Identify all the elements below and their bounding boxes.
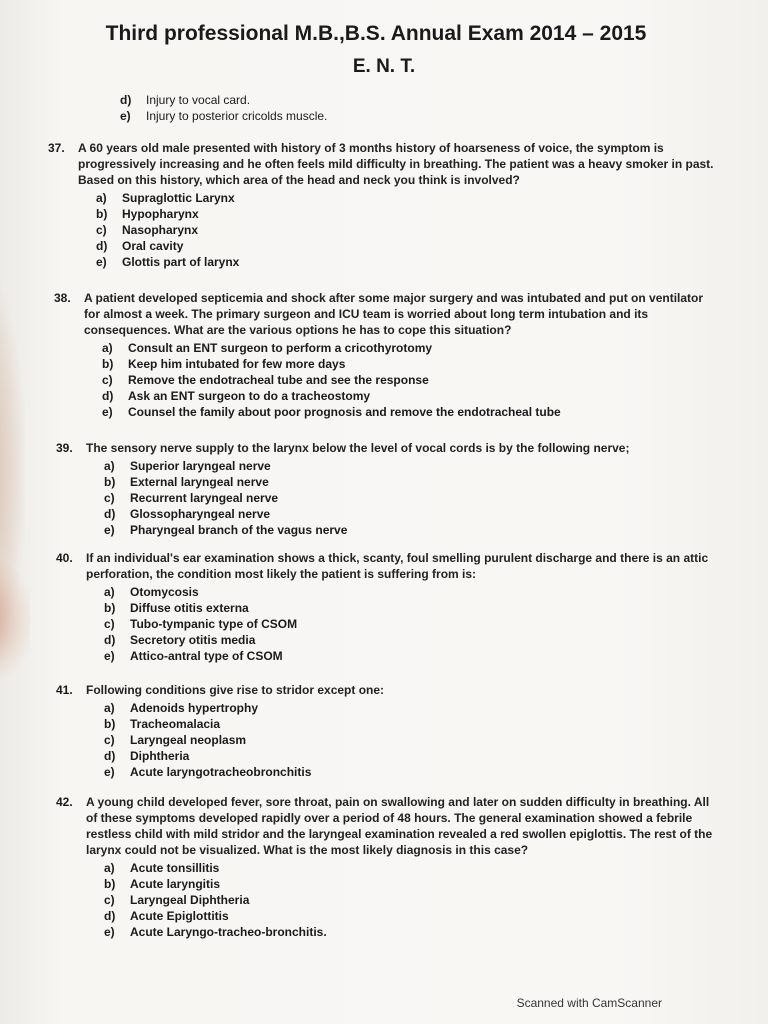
option-letter: b) [96,207,108,221]
option-item [102,388,714,404]
option-item [104,616,716,632]
option-item [104,700,716,716]
option-letter: e) [96,255,107,269]
option-item [104,732,716,748]
question-number: 38. [54,291,71,305]
option-letter: b) [104,475,116,489]
option-item [104,908,720,924]
question-number: 39. [56,441,73,455]
option-item [104,924,720,940]
finger-shadow-lower [0,560,30,680]
option-text: Tracheomalacia [130,717,221,731]
option-item [104,490,716,506]
option-text: Oral cavity [122,239,184,253]
question-39 [56,440,716,538]
option-letter: e) [104,765,115,779]
question-number: 42. [56,795,73,809]
option-text: Adenoids hypertrophy [130,701,259,715]
option-item [102,404,714,420]
option-item [96,254,716,270]
question-text: Following conditions give rise to stridor except one: [86,683,385,697]
option-letter: e) [120,109,131,123]
option-text: External laryngeal nerve [130,475,269,489]
option-item [102,372,714,388]
option-text: Otomycosis [130,585,199,599]
option-text: Injury to posterior cricolds muscle. [146,109,328,123]
option-item [104,584,716,600]
option-item [96,238,716,254]
option-letter: d) [104,507,116,521]
option-text: Acute tonsillitis [130,861,220,875]
option-letter: d) [96,239,108,253]
option-letter: c) [104,617,115,631]
option-letter: a) [104,861,115,875]
options-list [104,458,716,538]
page-subtitle: E. N. T. [352,56,416,77]
question-text: If an individual's ear examination shows a thick, scanty, foul smelling purulent discharge and there is an attic perforation, the condition most likely the patient is suffering from is: [86,551,709,581]
option-item [104,600,716,616]
option-text: Acute laryngotracheobronchitis [130,765,312,779]
option-text: Acute laryngitis [130,877,221,891]
option-text: Superior laryngeal nerve [130,459,271,473]
options-list [104,860,720,940]
option-item [120,108,327,124]
option-letter: b) [104,717,116,731]
option-letter: d) [104,633,116,647]
option-letter: e) [102,405,113,419]
option-text: Tubo-tympanic type of CSOM [130,617,298,631]
option-text: Secretory otitis media [130,633,256,647]
question-number: 40. [56,551,73,565]
option-letter: c) [104,733,115,747]
option-item [104,748,716,764]
option-text: Ask an ENT surgeon to do a tracheostomy [128,389,371,403]
option-letter: c) [96,223,107,237]
option-letter: b) [102,357,114,371]
option-item [104,892,720,908]
option-letter: a) [102,341,113,355]
option-text: Diphtheria [130,749,190,763]
option-text: Consult an ENT surgeon to perform a cricothyrotomy [128,341,433,355]
option-letter: e) [104,925,115,939]
option-text: Laryngeal Diphtheria [130,893,250,907]
option-text: Diffuse otitis externa [130,601,249,615]
option-letter: a) [104,701,115,715]
question-text: The sensory nerve supply to the larynx below the level of vocal cords is by the following nerve; [86,441,630,455]
option-item [104,474,716,490]
option-item [96,206,716,222]
option-letter: b) [104,877,116,891]
option-text: Acute Epiglottitis [130,909,229,923]
options-list [102,340,714,420]
option-text: Glottis part of larynx [122,255,240,269]
option-item [104,876,720,892]
option-item [104,716,716,732]
question-text: A patient developed septicemia and shock after some major surgery and was intubated and put on ventilator for almost a week. The primary surgeon and ICU team is worried about long term intubation and its consequences. What are the various options he has to cope this situation? [84,291,704,337]
exam-header [0,22,768,78]
option-item [102,340,714,356]
option-letter: c) [104,491,115,505]
option-letter: d) [102,389,114,403]
option-text: Counsel the family about poor prognosis and remove the endotracheal tube [128,405,561,419]
option-text: Recurrent laryngeal nerve [130,491,279,505]
question-37 [48,140,716,270]
option-text: Acute Laryngo-tracheo-bronchitis. [130,925,327,939]
option-item [96,222,716,238]
option-item [104,506,716,522]
option-text: Injury to vocal card. [146,93,251,107]
option-item [120,92,327,108]
options-list [104,700,716,780]
option-item [104,632,716,648]
option-text: Laryngeal neoplasm [130,733,247,747]
option-letter: d) [104,749,116,763]
option-item [102,356,714,372]
scanner-watermark: Scanned with CamScanner [516,996,662,1010]
option-letter: d) [104,909,116,923]
question-42 [56,794,720,940]
option-text: Pharyngeal branch of the vagus nerve [130,523,348,537]
option-letter: a) [96,191,107,205]
option-text: Supraglottic Larynx [122,191,235,205]
question-number: 41. [56,683,73,697]
option-letter: e) [104,649,115,663]
option-item [104,522,716,538]
option-letter: b) [104,601,116,615]
option-item [96,190,716,206]
question-41 [56,682,716,780]
option-text: Remove the endotracheal tube and see the response [128,373,429,387]
option-text: Attico-antral type of CSOM [130,649,283,663]
question-38 [54,290,714,420]
question-text: A 60 years old male presented with history of 3 months history of hoarseness of voice, the symptom is progressively increasing and he often feels mild difficulty in breathing. The patient was a heavy smoker in past. Based on this history, which area of the head and neck you think is involved? [78,141,714,187]
option-item [104,860,720,876]
option-text: Keep him intubated for few more days [128,357,346,371]
option-text: Glossopharyngeal nerve [130,507,271,521]
options-list [96,190,716,270]
option-text: Nasopharynx [122,223,199,237]
option-letter: c) [102,373,113,387]
option-letter: a) [104,459,115,473]
page-title: Third professional M.B.,B.S. Annual Exam 2014 – 2015 [105,22,647,45]
option-text: Hypopharynx [122,207,199,221]
option-letter: d) [120,93,132,107]
options-list [104,584,716,664]
option-item [104,458,716,474]
question-text: A young child developed fever, sore throat, pain on swallowing and later on sudden difficulty in breathing. All of these symptoms developed rapidly over a period of 48 hours. The general examination showed a febrile restless child with mild stridor and the laryngeal examination revealed a red swollen epiglottis. The rest of the larynx could not be visualized. What is the most likely diagnosis in this case? [86,795,713,857]
previous-question-options [120,92,327,124]
option-letter: a) [104,585,115,599]
question-number: 37. [48,141,65,155]
option-item [104,648,716,664]
option-letter: e) [104,523,115,537]
question-40 [56,550,716,664]
option-item [104,764,716,780]
option-letter: c) [104,893,115,907]
